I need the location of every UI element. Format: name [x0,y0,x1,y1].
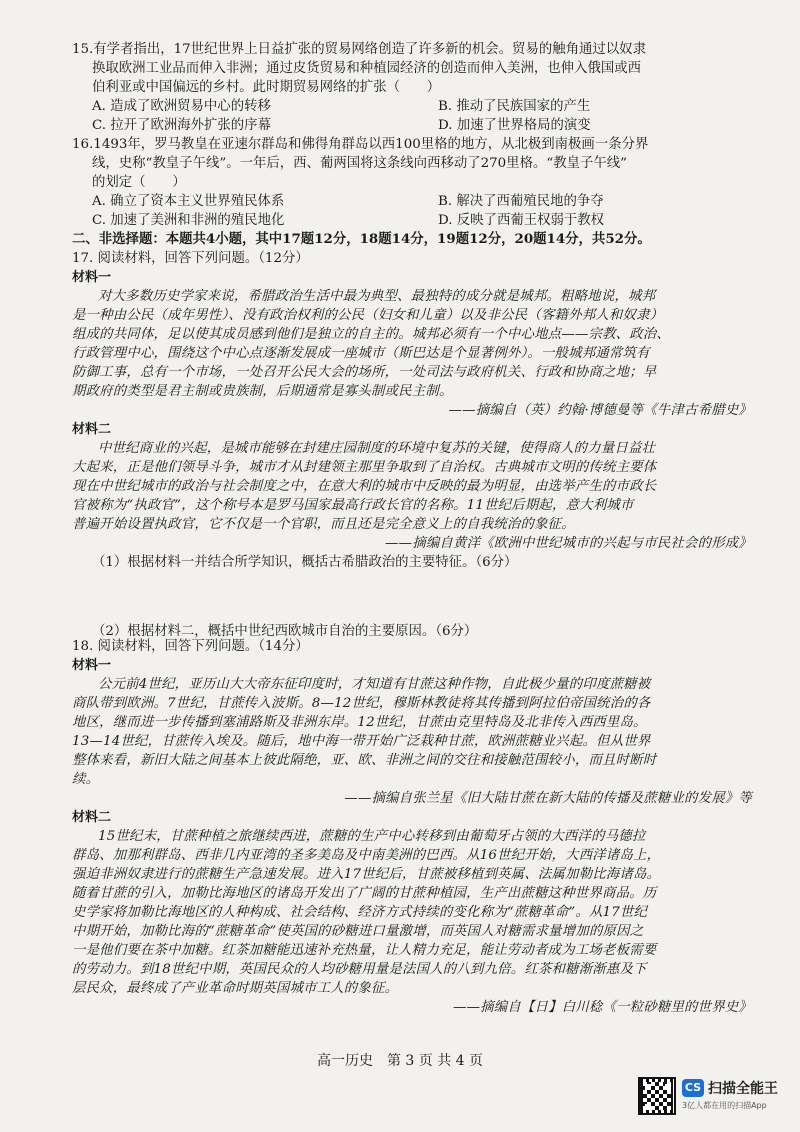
q18-m2-line: 的劳动力。到18世纪中期，英国民众的人均砂糖用量是法国人的八到九倍。红茶和糖渐渐惠及下 [72,962,647,977]
camscanner-logo-icon: CS [682,1079,704,1097]
q18-m2-line: 中期开始，加勒比海的“蔗糖革命”使英国的砂糖进口量激增，而英国人对糖需求量增加的原因之 [72,924,644,939]
q15-line-1: 15.有学者指出，17世纪世界上日益扩张的贸易网络创造了许多新的机会。贸易的触角通过以奴隶 [72,42,646,57]
q17-sub-question-1: （1）根据材料一并结合所学知识，概括古希腊政治的主要特征。（6分） [92,555,518,570]
q16-line-1: 16.1493年，罗马教皇在亚速尔群岛和佛得角群岛以西100里格的地方，从北极到南极画一条分界 [72,137,649,152]
q18-m1-line: 整体来看，新旧大陆之间基本上彼此隔绝，亚、欧、非洲之间的交往和接触范围较小，而且时断时 [72,753,657,768]
q17-material-1 [72,287,762,420]
q17-m1-line: 期政府的类型是君主制或贵族制，后期通常是寡头制或民主制。 [72,384,453,399]
q16-option-d: D. 反映了西葡王权弱于教权 [438,213,605,228]
q18-m2-line: 15世纪末，甘蔗种植之旅继续西进，蔗糖的生产中心转移到由葡萄牙占领的大西洋的马德拉 [98,829,646,844]
q17-m2-line: 普遍开始设置执政官，它不仅是一个官职，而且还是完全意义上的自我统治的象征。 [72,517,575,532]
q17-m1-line: 行政管理中心，围绕这个中心点逐渐发展成一座城市（斯巴达是个显著例外）。一般城邦通常筑有 [72,346,650,361]
q18-material-2-label: 材料二 [72,810,112,825]
q16-line-3: 的划定（ ） [92,175,186,190]
q18-m1-line: 地区，继而进一步传播到塞浦路斯及非洲东岸。12世纪，甘蔗由克里特岛及北非传入西西里岛。 [72,715,647,730]
q17-m2-line: 官被称为“执政官”，这个称号本是罗马国家最高行政长官的名称。11世纪后期起，意大利城市 [72,498,634,513]
q18-m1-source: ——摘编自张兰星《旧大陆甘蔗在新大陆的传播及蔗糖业的发展》等 [344,791,752,806]
q18-m1-line: 商队带到欧洲。7世纪，甘蔗传入波斯。8—12世纪，穆斯林教徒将其传播到阿拉伯帝国统治的各 [72,696,651,711]
q17-m2-line: 中世纪商业的兴起，是城市能够在封建庄园制度的环境中复苏的关键，使得商人的力量日益壮 [98,441,656,456]
q16-option-c: C. 加速了美洲和非洲的殖民地化 [92,213,285,228]
q18-m2-line: 一是他们要在茶中加糖。红茶加糖能迅速补充热量，让人精力充足，能让劳动者成为工场老板需要 [72,943,657,958]
q18-material-1 [72,675,762,808]
q17-m1-line: 组成的共同体，足以使其成员感到他们是独立的自主的。城邦必须有一个中心地点——宗教、政治、 [72,327,670,342]
q18-m1-line: 13—14世纪，甘蔗传入埃及。随后，地中海一带开始广泛栽种甘蔗，欧洲蔗糖业兴起。但从世界 [72,734,651,749]
q18-m1-line: 续。 [72,772,100,787]
q16-options-row-2 [72,211,762,230]
q16-option-b: B. 解决了西葡殖民地的争夺 [438,194,604,209]
q15-option-c: C. 拉开了欧洲海外扩张的序幕 [92,118,271,133]
qr-code-icon [638,1077,676,1115]
q18-m1-line: 公元前4世纪，亚历山大大帝东征印度时，才知道有甘蔗这种作物，自此极少量的印度蔗糖被 [98,677,651,692]
q17-material-2-label: 材料二 [72,422,112,437]
q18-m2-source: ——摘编自【日】白川稔《一粒砂糖里的世界史》 [453,1000,752,1015]
q17-sub-question-2: （2）根据材料二，概括中世纪西欧城市自治的主要原因。（6分） [92,624,478,639]
question-15 [72,40,762,135]
question-16 [72,135,762,230]
watermark-tagline: 3亿人都在用的扫描App [682,1101,767,1110]
q17-m1-line: 是一种由公民（成年男性）、没有政治权利的公民（妇女和儿童）以及非公民（客籍外邦人和奴隶） [72,308,664,323]
q17-m2-source: ——摘编自黄洋《欧洲中世纪城市的兴起与市民社会的形成》 [385,536,752,551]
question-18 [72,637,762,1017]
section-2-header [72,230,762,249]
watermark-app-name: 扫描全能王 [708,1081,778,1097]
q18-m2-line: 史学家将加勒比海地区的人种构成、社会结构、经济方式持续的变化称为“蔗糖革命”。从17世纪 [72,905,648,920]
q18-m2-line: 随着甘蔗的引入，加勒比海地区的诸岛开发出了广阔的甘蔗种植园，生产出蔗糖这种世界商品。历 [72,886,657,901]
q18-m2-line: 强迫非洲奴隶进行的蔗糖生产急速发展。进入17世纪后，甘蔗被移植到英属、法属加勒比海诸岛。 [72,867,661,882]
q17-title: 17. 阅读材料，回答下列问题。（12分） [72,251,309,266]
page-footer: 高一历史 第 3 页 共 4 页 [316,1053,484,1069]
q15-option-b: B. 推动了民族国家的产生 [438,99,591,114]
q15-option-a: A. 造成了欧洲贸易中心的转移 [92,99,271,114]
q15-options-row-1 [72,97,762,116]
question-17 [72,249,762,641]
q16-option-a: A. 确立了资本主义世界殖民体系 [92,194,285,209]
q18-title: 18. 阅读材料，回答下列问题。（14分） [72,639,309,654]
scanner-watermark [638,1077,788,1117]
q15-line-2: 换取欧洲工业品而伸入非洲；通过皮货贸易和种植园经济的创造而伸入美洲，也伸入俄国或西 [92,61,642,76]
q15-line-3: 伯利亚或中国偏远的乡村。此时期贸易网络的扩张（ ） [92,80,441,95]
q17-m2-line: 大起来，正是他们领导斗争，城市才从封建领主那里争取到了自治权。古典城市文明的传统主要体 [72,460,657,475]
q15-option-d: D. 加速了世界格局的演变 [438,118,591,133]
q17-material-1-label: 材料一 [72,270,112,285]
q16-line-2: 线，史称“教皇子午线”。一年后，西、葡两国将这条线向西移动了270里格。“教皇子午线” [92,156,628,171]
q18-material-2 [72,827,762,1017]
q18-m2-line: 群岛、加那利群岛、西非几内亚湾的圣多美岛及中南美洲的巴西。从16世纪开始，大西洋诸岛上， [72,848,661,863]
q17-m1-source: ——摘编自（英）约翰·博德曼等《牛津古希腊史》 [448,403,752,418]
q18-m2-line: 层民众，最终成了产业革命时期英国城市工人的象征。 [72,981,399,996]
q15-options-row-2 [72,116,762,135]
q17-m1-line: 防御工事，总有一个市场，一处召开公民大会的场所，一处司法与政府机关、行政和协商之地；早 [72,365,657,380]
q16-options-row-1 [72,192,762,211]
q17-m1-line: 对大多数历史学家来说，希腊政治生活中最为典型、最独特的成分就是城邦。粗略地说，城邦 [98,289,656,304]
q17-m2-line: 现在中世纪城市的政治与社会制度之中，在意大利的城市中反映的最为明显，由选举产生的市政长 [72,479,657,494]
q17-material-2 [72,439,762,553]
section-2-title: 二、非选择题：本题共4小题，其中17题12分，18题14分，19题12分，20题14分，共52分。 [72,231,651,247]
q18-material-1-label: 材料一 [72,658,112,673]
